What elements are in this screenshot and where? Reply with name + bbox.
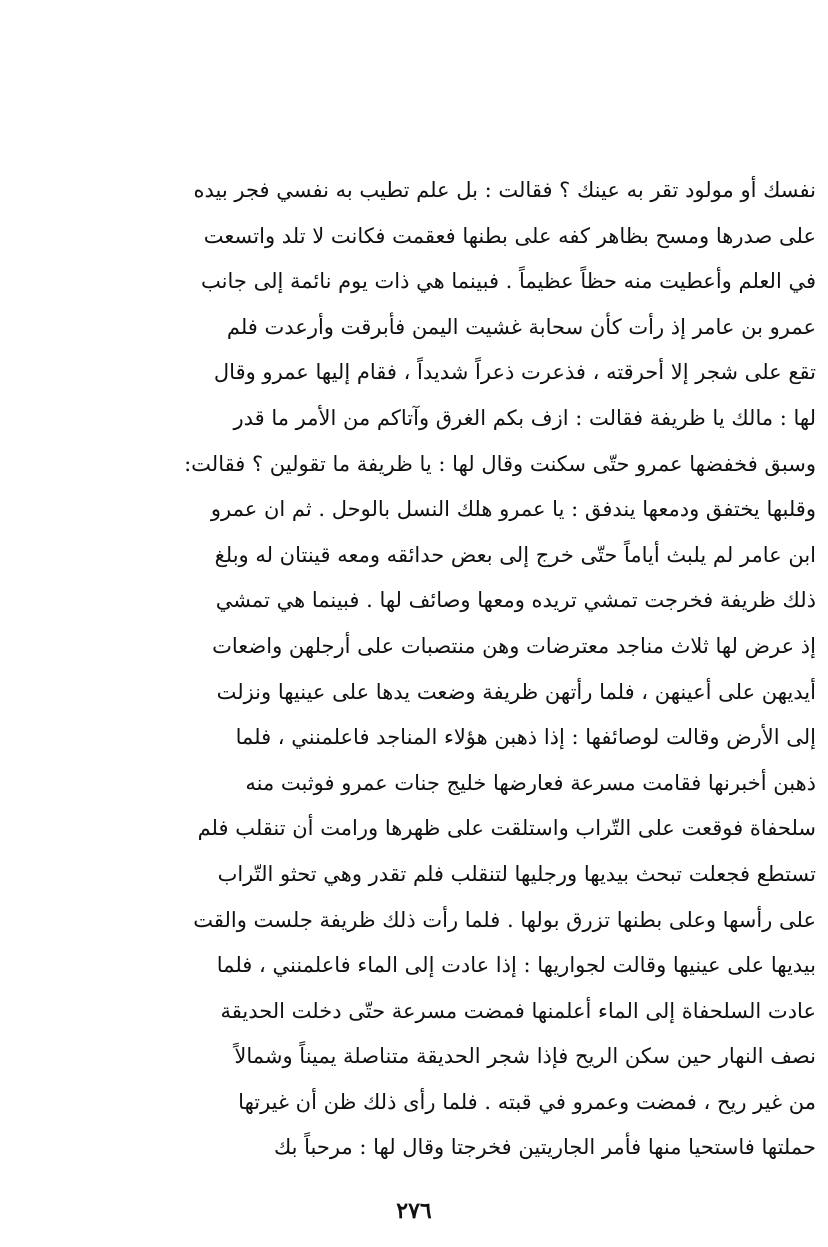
text-line: إذ عرض لها ثلاث مناجد معترضات وهن منتصبات على أرجلهن واضعات: [212, 633, 816, 658]
text-line: حملتها فاستحيا منها فأمر الجاريتين فخرجتا وقال لها : مرحباً بك: [273, 1135, 816, 1160]
text-line: من غير ريح ، فمضت وعمرو في قبته . فلما رأى ذلك ظن أن غيرتها: [238, 1089, 816, 1114]
text-line: أيديهن على أعينهن ، فلما رأتهن ظريفة وضعت يدها على عينيها ونزلت: [216, 679, 816, 704]
text-line: تستطع فجعلت تبحث بيديها ورجليها لتنقلب فلم تقدر وهي تحثو التّراب: [217, 861, 816, 886]
text-line: بيديها على عينيها وقالت لجواريها : إذا عادت إلى الماء فاعلمنني ، فلما: [216, 953, 816, 978]
text-line: تقع على شجر إلا أحرقته ، فذعرت ذعراً شديداً ، فقام إليها عمرو وقال: [213, 360, 816, 385]
text-line: على رأسها وعلى بطنها تزرق بولها . فلما رأت ذلك ظريفة جلست والقت: [193, 907, 816, 932]
text-line: سلحفاة فوقعت على التّراب واستلقت على ظهرها ورامت أن تنقلب فلم: [197, 816, 816, 841]
text-line: ذهبن أخبرنها فقامت مسرعة فعارضها خليج جنات عمرو فوثبت منه: [245, 770, 816, 795]
text-line: عمرو بن عامر إذ رأت كأن سحابة غشيت اليمن فأبرقت وأرعدت فلم: [226, 314, 816, 339]
text-line: ذلك ظريفة فخرجت تمشي تريده ومعها وصائف لها . فبينما هي تمشي: [215, 588, 816, 613]
body-text: [116, 168, 816, 1171]
text-line: وسبق فخفضها عمرو حتّى سكنت وقال لها : يا ظريفة ما تقولين ؟ فقالت:: [184, 451, 816, 476]
text-line: نصف النهار حين سكن الريح فإذا شجر الحديقة متناصلة يميناً وشمالاً: [234, 1044, 816, 1069]
page-number: ٢٧٦: [396, 1198, 432, 1224]
text-line: إلى الأرض وقالت لوصائفها : إذا ذهبن هؤلاء المناجد فاعلمنني ، فلما: [235, 725, 816, 750]
text-line: وقلبها يختفق ودمعها يندفق : يا عمرو هلك النسل بالوحل . ثم ان عمرو: [210, 497, 816, 522]
text-line: عادت السلحفاة إلى الماء أعلمنها فمضت مسرعة حتّى دخلت الحديقة: [220, 998, 816, 1023]
text-line: نفسك أو مولود تقر به عينك ؟ فقالت : بل علم تطيب به نفسي فجر بيده: [193, 178, 816, 202]
text-line: لها : مالك يا ظريفة فقالت : ازف بكم الغرق وآتاكم من الأمر ما قدر: [233, 405, 816, 430]
text-line: على صدرها ومسح بظاهر كفه على بطنها فعقمت فكانت لا تلد واتسعت: [203, 223, 816, 248]
text-line: في العلم وأعطيت منه حظاً عظيماً . فبينما هي ذات يوم نائمة إلى جانب: [201, 269, 816, 294]
text-line: ابن عامر لم يلبث أياماً حتّى خرج إلى بعض حدائقه ومعه قينتان له وبلغ: [214, 542, 816, 567]
